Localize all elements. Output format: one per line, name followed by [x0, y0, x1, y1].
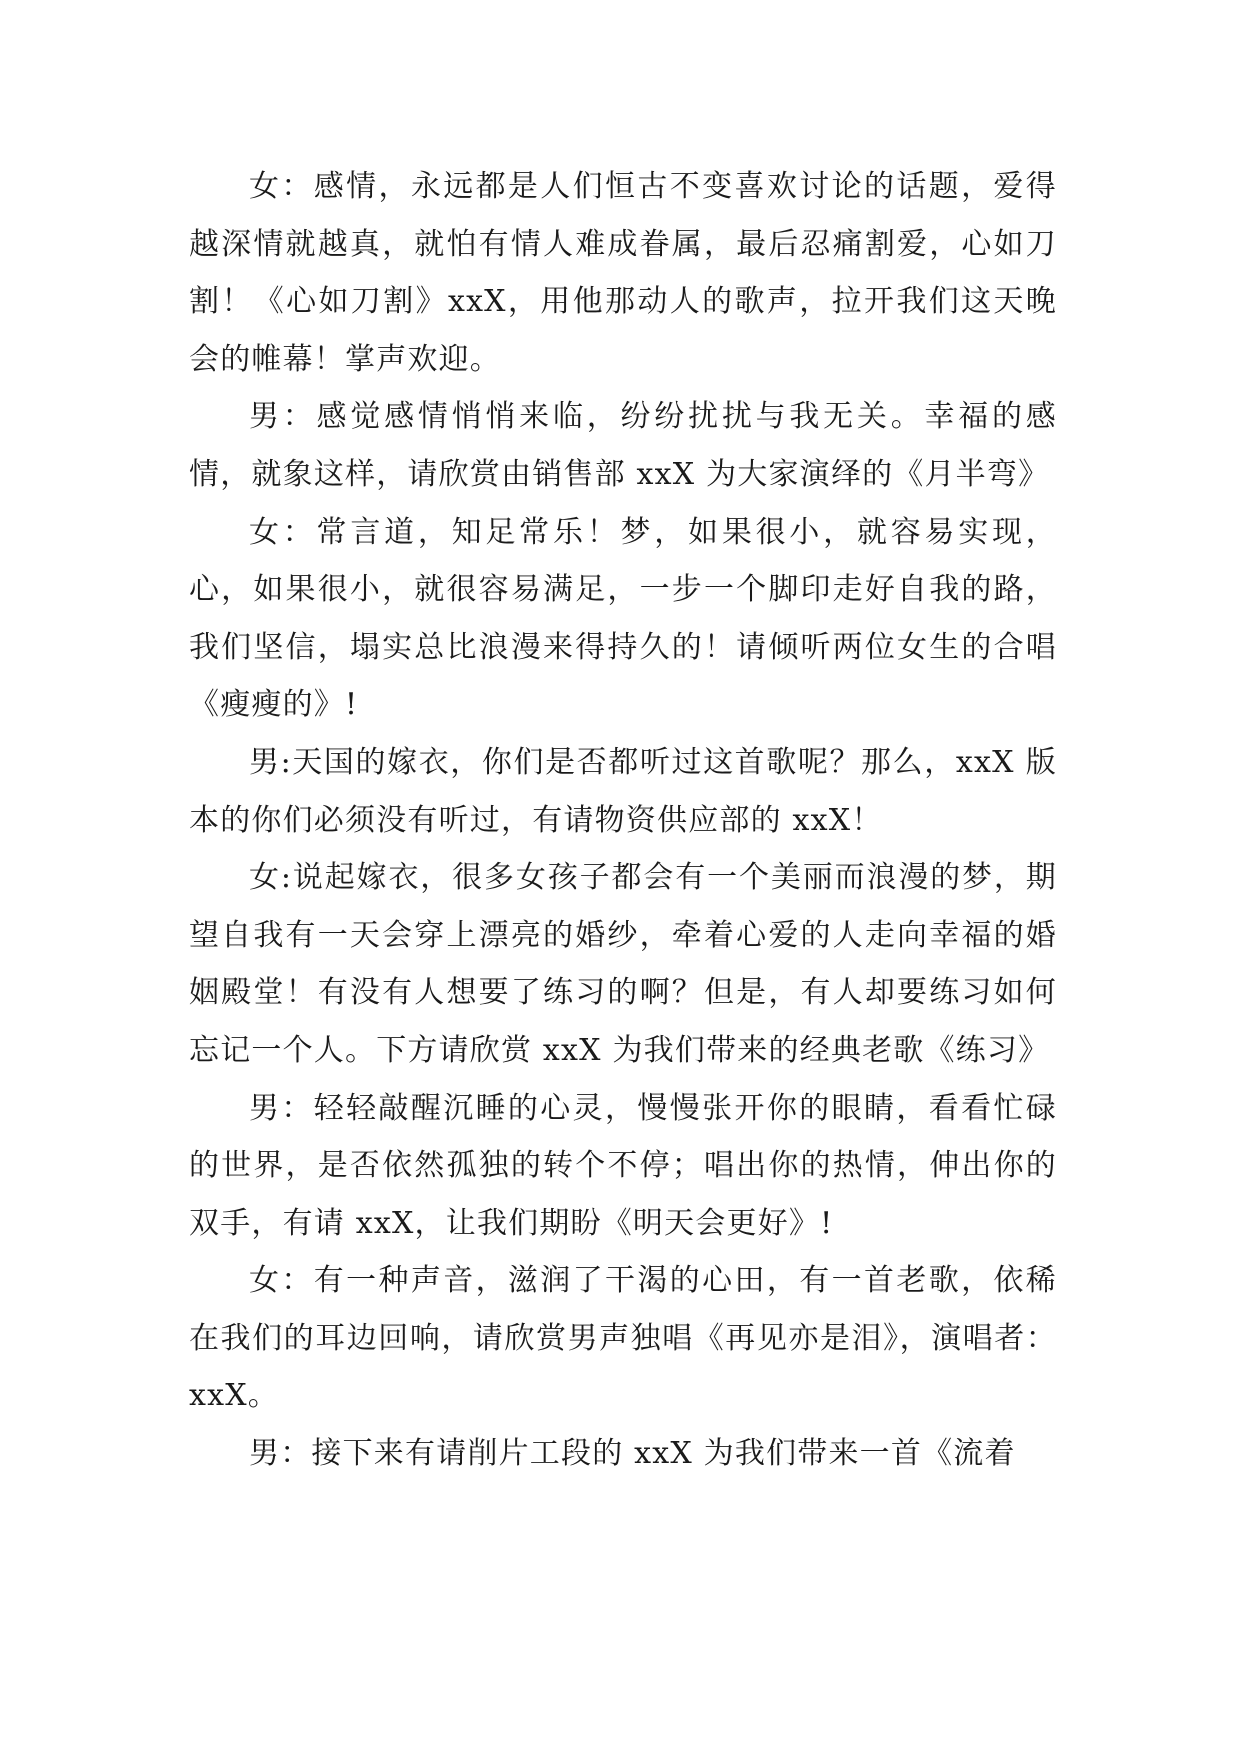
paragraph-male-host-4: 男：接下来有请削片工段的 xxX 为我们带来一首《流着 — [249, 1436, 1016, 1472]
paragraph-female-host-1: 女：感情，永远都是人们恒古不变喜欢讨论的话题，爱得越深情就越真，就怕有情人难成眷属，最后忍痛割爱，心如刀割！《心如刀割》xxX，用他那动人的歌声，拉开我们这天晚会的帷幕！掌声欢迎。 — [189, 169, 1057, 377]
paragraph-female-host-2: 女：常言道，知足常乐！梦，如果很小，就容易实现，心，如果很小，就很容易满足，一步一个脚印走好自我的路，我们坚信，塌实总比浪漫来得持久的！请倾听两位女生的合唱《瘦瘦的》! — [189, 514, 1057, 723]
paragraph-male-host-2: 男:天国的嫁衣，你们是否都听过这首歌呢？那么，xxX 版本的你们必须没有听过，有请物资供应部的 xxX！ — [189, 744, 1057, 838]
paragraph-male-host-1: 男：感觉感情悄悄来临，纷纷扰扰与我无关。幸福的感情，就象这样，请欣赏由销售部 xxX 为大家演绎的《月半弯》 — [189, 399, 1057, 492]
paragraph-female-host-4: 女：有一种声音，滋润了干渴的心田，有一首老歌，依稀在我们的耳边回响，请欣赏男声独唱《再见亦是泪》，演唱者：xxX。 — [189, 1263, 1057, 1414]
paragraph-female-host-3: 女:说起嫁衣，很多女孩子都会有一个美丽而浪漫的梦，期望自我有一天会穿上漂亮的婚纱，牵着心爱的人走向幸福的婚姻殿堂！有没有人想要了练习的啊？但是，有人却要练习如何忘记一个人。下方请欣赏 xxX 为我们带来的经典老歌《练习》 — [189, 860, 1057, 1068]
paragraph-male-host-3: 男：轻轻敲醒沉睡的心灵，慢慢张开你的眼睛，看看忙碌的世界，是否依然孤独的转个不停；唱出你的热情，伸出你的双手，有请 xxX，让我们期盼《明天会更好》! — [189, 1090, 1057, 1241]
document-body — [189, 158, 1057, 1483]
